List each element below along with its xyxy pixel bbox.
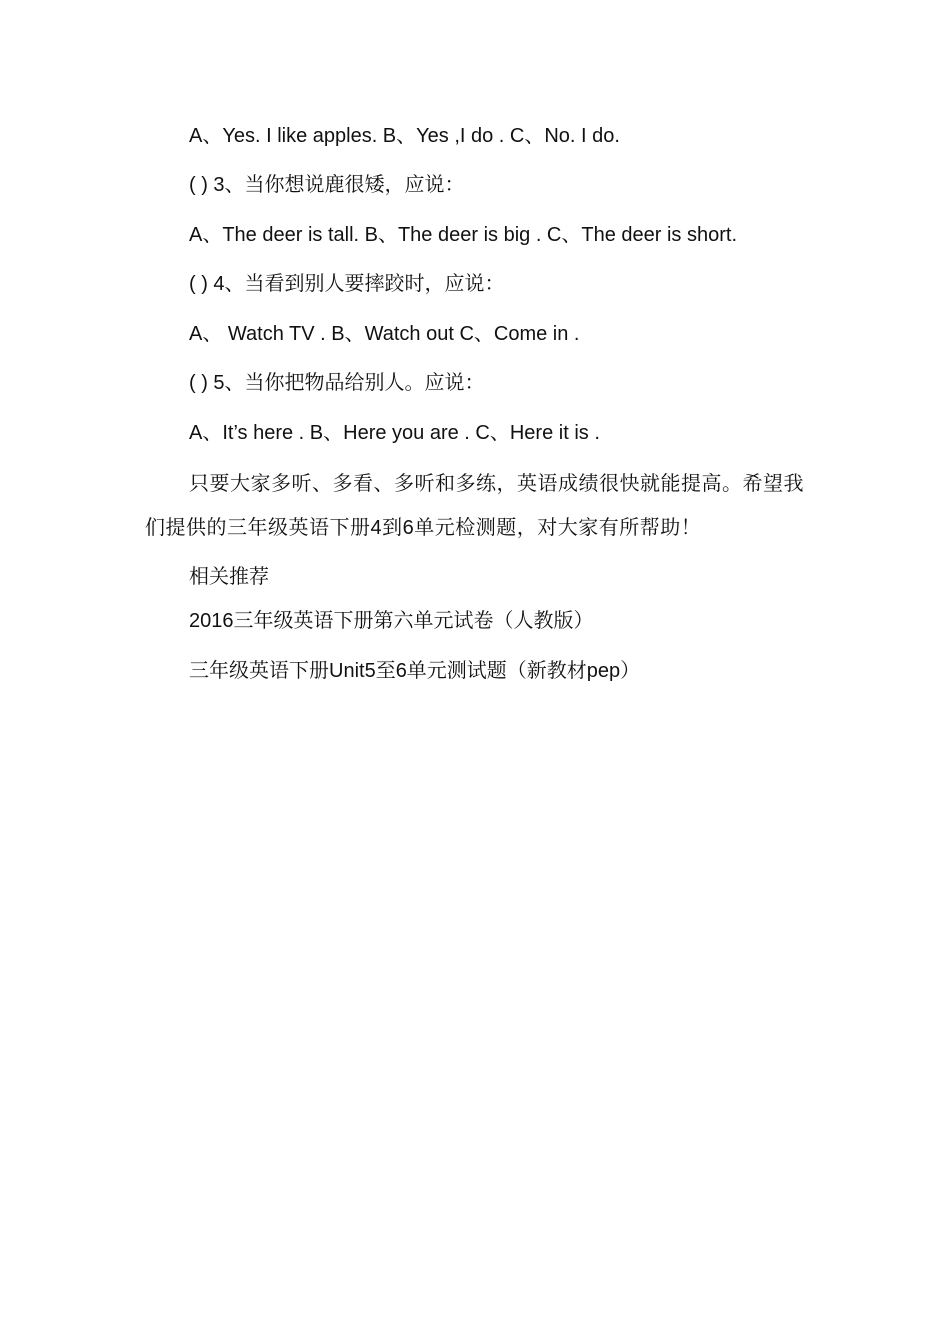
closing-paragraph: 只要大家多听、多看、多听和多练，英语成绩很快就能提高。希望我们提供的三年级英语下册4到6单元检测题，对大家有所帮助！ xyxy=(145,473,804,539)
answer-options-q2: A、Yes. I like apples. B、Yes ,I do . C、No. I do. xyxy=(189,125,620,147)
answer-options-q4: A、 Watch TV . B、Watch out C、Come in . xyxy=(189,323,580,345)
question-5: ( ) 5、当你把物品给别人。应说： xyxy=(189,372,485,394)
related-link-1[interactable]: 2016三年级英语下册第六单元试卷（人教版） xyxy=(189,610,594,632)
question-3: ( ) 3、当你想说鹿很矮，应说： xyxy=(189,174,465,196)
question-4: ( ) 4、当看到别人要摔跤时，应说： xyxy=(189,273,505,295)
related-heading: 相关推荐 xyxy=(189,566,269,588)
answer-options-q3: A、The deer is tall. B、The deer is big . C、The deer is short. xyxy=(189,224,737,246)
answer-options-q5: A、It’s here . B、Here you are . C、Here it is . xyxy=(189,422,600,444)
related-link-2[interactable]: 三年级英语下册Unit5至6单元测试题（新教材pep） xyxy=(189,660,641,682)
